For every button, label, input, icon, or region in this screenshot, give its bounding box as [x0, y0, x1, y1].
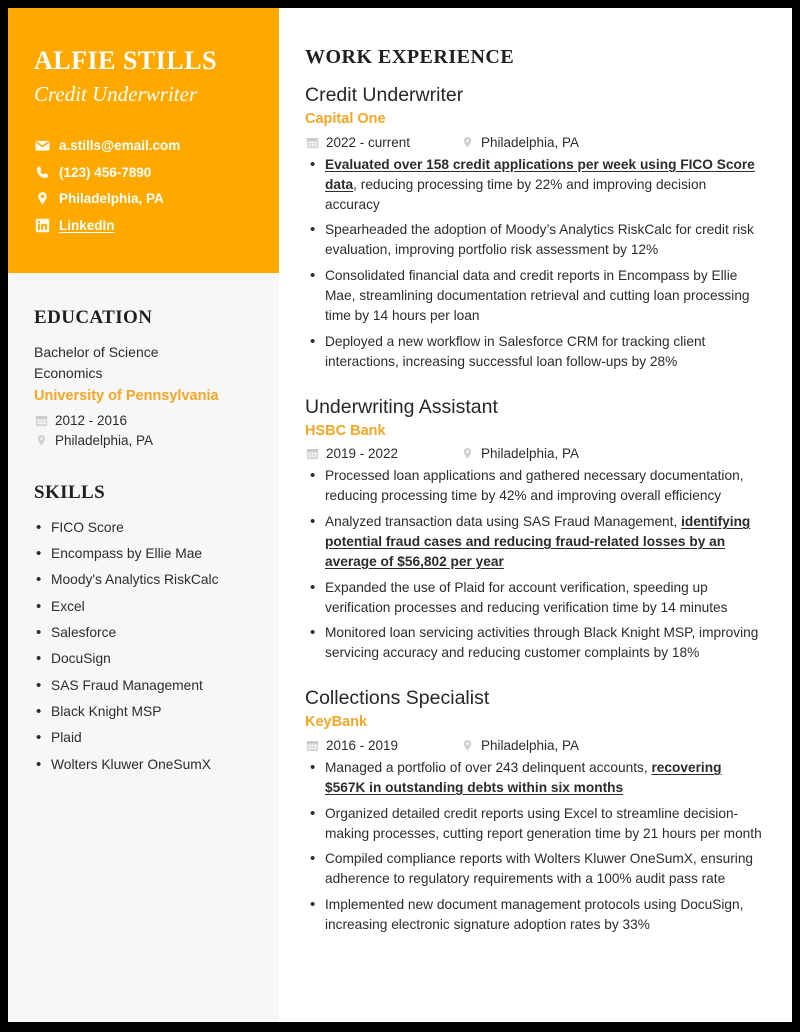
contact-phone-label: (123) 456-7890	[59, 164, 152, 180]
job-location	[460, 738, 579, 753]
bullet-item	[305, 895, 764, 935]
bullet-item	[305, 220, 764, 260]
skill-item: • Moody's Analytics RiskCalc	[34, 569, 253, 591]
education-field: Economics	[34, 365, 103, 382]
bullet-highlight: Evaluated over 158 credit applications per week using FICO Score data	[325, 156, 755, 192]
job-bullets	[305, 758, 764, 935]
job-role: Credit Underwriter	[305, 84, 464, 106]
bullet-text: , reducing processing time by 22% and improving decision accuracy	[325, 176, 707, 212]
job-dates-label: 2019 - 2022	[326, 446, 399, 462]
location-pin-icon	[460, 739, 474, 752]
education-location	[34, 433, 253, 448]
location-pin-icon	[34, 434, 48, 447]
skill-item: • Black Knight MSP	[34, 701, 253, 723]
job-meta	[305, 738, 764, 753]
jobs-container	[305, 83, 764, 935]
phone-icon	[34, 165, 50, 180]
bullet-highlight: recovering $567K in outstanding debts within six months	[325, 760, 722, 795]
job-dates	[305, 446, 460, 461]
contact-email	[34, 137, 253, 155]
job-entry	[305, 395, 764, 664]
work-experience-heading: WORK EXPERIENCE	[305, 46, 515, 68]
job-location-label: Philadelphia, PA	[481, 134, 580, 150]
contact-phone	[34, 164, 253, 182]
bullet-item	[305, 332, 764, 372]
bullet-text: Analyzed transaction data using SAS Fraud Management,	[325, 514, 682, 530]
skill-item: • DocuSign	[34, 648, 253, 670]
education-heading: EDUCATION	[34, 307, 153, 329]
education-dates	[34, 413, 253, 428]
job-company: HSBC Bank	[305, 422, 386, 439]
bullet-item	[305, 623, 764, 663]
job-company: Capital One	[305, 111, 386, 128]
bullet-item	[305, 578, 764, 618]
contact-list	[34, 137, 253, 234]
bullet-text: Expanded the use of Plaid for account verification, speeding up verification processes and reducing verification time by 14 minutes	[325, 579, 728, 615]
skills-list	[34, 517, 253, 776]
skill-item: • SAS Fraud Management	[34, 675, 253, 697]
job-meta	[305, 135, 764, 150]
contact-linkedin[interactable]	[34, 217, 253, 235]
job-meta	[305, 446, 764, 461]
skill-item: • Plaid	[34, 727, 253, 749]
location-pin-icon	[460, 447, 474, 460]
skill-item: • FICO Score	[34, 517, 253, 539]
bullet-highlight: identifying potential fraud cases and reducing fraud-related losses by an average of $56,802 per year	[325, 514, 751, 569]
skills-section	[8, 448, 279, 776]
bullet-text: Processed loan applications and gathered necessary documentation, reducing processing time by 42% and improving overall efficiency	[325, 468, 744, 504]
bullet-item	[305, 266, 764, 326]
education-location-label: Philadelphia, PA	[55, 432, 154, 448]
bullet-text: Monitored loan servicing activities through Black Knight MSP, improving servicing accuracy and reducing customer complaints by 18%	[325, 625, 759, 661]
skill-item: • Salesforce	[34, 622, 253, 644]
location-pin-icon	[460, 136, 474, 149]
job-location	[460, 135, 579, 150]
bullet-text: Consolidated financial data and credit reports in Encompass by Ellie Mae, streamlining documentation retrieval and cutting loan processing time by 14 hours per loan	[325, 268, 750, 323]
sidebar-header	[8, 8, 279, 273]
bullet-item	[305, 849, 764, 889]
job-bullets	[305, 466, 764, 663]
job-company: KeyBank	[305, 714, 368, 731]
job-dates	[305, 135, 460, 150]
job-entry	[305, 686, 764, 935]
envelope-icon	[34, 138, 50, 153]
skill-item: • Encompass by Ellie Mae	[34, 543, 253, 565]
job-bullets	[305, 155, 764, 372]
job-location-label: Philadelphia, PA	[481, 446, 580, 462]
job-location	[460, 446, 579, 461]
bullet-text: Spearheaded the adoption of Moody’s Analytics RiskCalc for credit risk evaluation, improving portfolio risk assessment by 12%	[325, 222, 754, 258]
calendar-icon	[305, 739, 319, 752]
contact-location	[34, 190, 253, 208]
contact-email-label: a.stills@email.com	[59, 138, 181, 154]
education-degree: Bachelor of Science	[34, 344, 159, 361]
candidate-name: ALFIE STILLS	[34, 46, 218, 75]
job-entry	[305, 83, 764, 372]
bullet-text: Deployed a new workflow in Salesforce CRM for tracking client interactions, increasing successful loan follow-ups by 28%	[325, 333, 706, 369]
job-dates-label: 2016 - 2019	[326, 738, 399, 754]
bullet-item	[305, 758, 764, 798]
education-school: University of Pennsylvania	[34, 388, 219, 405]
job-role: Collections Specialist	[305, 687, 490, 710]
bullet-item	[305, 155, 764, 215]
contact-linkedin-label[interactable]: LinkedIn	[59, 217, 115, 233]
education-dates-label: 2012 - 2016	[55, 412, 128, 428]
skills-heading: SKILLS	[34, 481, 106, 503]
candidate-title: Credit Underwriter	[34, 81, 198, 106]
bullet-text: Managed a portfolio of over 243 delinquent accounts,	[325, 760, 652, 776]
sidebar	[8, 8, 279, 1022]
education-section	[8, 273, 279, 447]
job-dates-label: 2022 - current	[326, 134, 411, 150]
job-dates	[305, 738, 460, 753]
bullet-text: Compiled compliance reports with Wolters Kluwer OneSumX, ensuring adherence to regulatory requirements with a 100% audit pass rate	[325, 851, 754, 887]
skill-item: • Wolters Kluwer OneSumX	[34, 754, 253, 776]
bullet-text: Implemented new document management protocols using DocuSign, increasing electronic signature adoption rates by 33%	[325, 897, 744, 933]
bullet-text: Organized detailed credit reports using Excel to streamline decision-making processes, cutting report generation time by 21 hours per month	[325, 805, 762, 841]
calendar-icon	[305, 136, 319, 149]
job-location-label: Philadelphia, PA	[481, 738, 580, 754]
bullet-item	[305, 512, 764, 572]
job-role: Underwriting Assistant	[305, 395, 498, 418]
resume-page	[8, 8, 792, 1022]
main-content	[279, 8, 792, 1022]
bullet-item	[305, 466, 764, 506]
skill-item: • Excel	[34, 596, 253, 618]
bullet-item	[305, 804, 764, 844]
linkedin-icon	[34, 218, 50, 233]
calendar-icon	[305, 447, 319, 460]
calendar-icon	[34, 414, 48, 427]
contact-location-label: Philadelphia, PA	[59, 191, 164, 207]
location-pin-icon	[34, 191, 50, 206]
